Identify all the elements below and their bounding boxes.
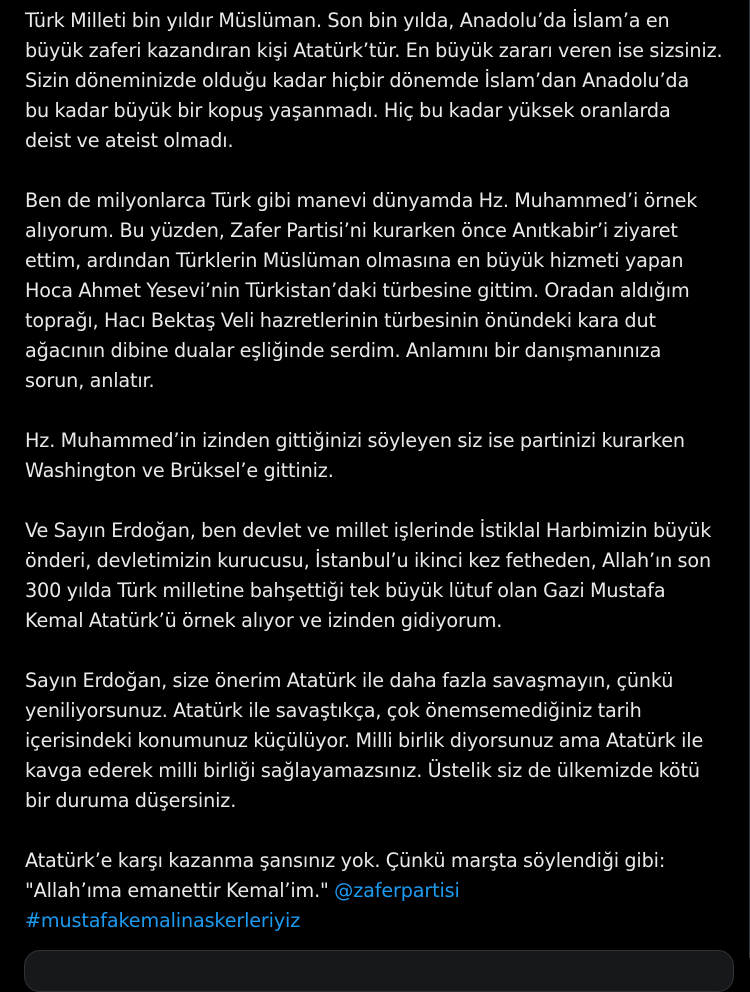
tweet-paragraph-2: Ben de milyonlarca Türk gibi manevi dünyamda Hz. Muhammed’i örnek alıyorum. Bu yüzden, Zafer Partisi’ni kurarken önce Anıtkabir’i ziyaret ettim, ardından Türklerin Müslüman olmasına en büyük hizmeti yapan Hoca Ahmet Yesevi’nin Türkistan’daki türbesine gittim. Oradan aldığım toprağı, Hacı Bektaş Veli hazretlerinin türbesinin önündeki kara dut ağacının dibine dualar eşliğinde serdim. Anlamını bir danışmanınıza sorun, anlatır. [25,189,698,392]
tweet-paragraph-5: Sayın Erdoğan, size önerim Atatürk ile daha fazla savaşmayın, çünkü yeniliyorsunuz. Atatürk ile savaştıkça, çok önemsemediğiniz tarih içerisindeki konumunuz küçülüyor. Milli birlik diyorsunuz ama Atatürk ile kavga ederek milli birliği sağlayamazsınız. Üstelik siz de ülkemizde kötü bir duruma düşersiniz. [25,669,704,812]
media-preview[interactable] [24,950,734,992]
tweet-paragraph-closing [25,846,741,936]
tweet-text [25,6,741,936]
mention-link[interactable]: @zaferpartisi [334,879,460,902]
tweet-paragraph-4: Ve Sayın Erdoğan, ben devlet ve millet işlerinde İstiklal Harbimizin büyük önderi, devletimizin kurucusu, İstanbul’u ikinci kez fetheden, Allah’ın son 300 yılda Türk milletine bahşettiği tek büyük lütuf olan Gazi Mustafa Kemal Atatürk’ü örnek alıyor ve izinden gidiyorum. [25,519,712,632]
tweet-paragraph-1: Türk Milleti bin yıldır Müslüman. Son bin yılda, Anadolu’da İslam’a en büyük zaferi kazandıran kişi Atatürk’tür. En büyük zararı veren ise sizsiniz. Sizin döneminizde olduğu kadar hiçbir dönemde İslam’dan Anadolu’da bu kadar büyük bir kopuş yaşanmadı. Hiç bu kadar yüksek oranlarda deist ve ateist olmadı. [25,9,723,152]
closing-line: Atatürk’e karşı kazanma şansınız yok. Çünkü marşta söylendiği gibi: [25,849,666,872]
closing-quote: "Allah’ıma emanettir Kemal’im." [25,879,329,902]
tweet-paragraph-3: Hz. Muhammed’in izinden gittiğinizi söyleyen siz ise partinizi kurarken Washington ve Brüksel’e gittiniz. [25,429,685,482]
hashtag-link[interactable]: #mustafakemalinaskerleriyiz [25,909,301,932]
